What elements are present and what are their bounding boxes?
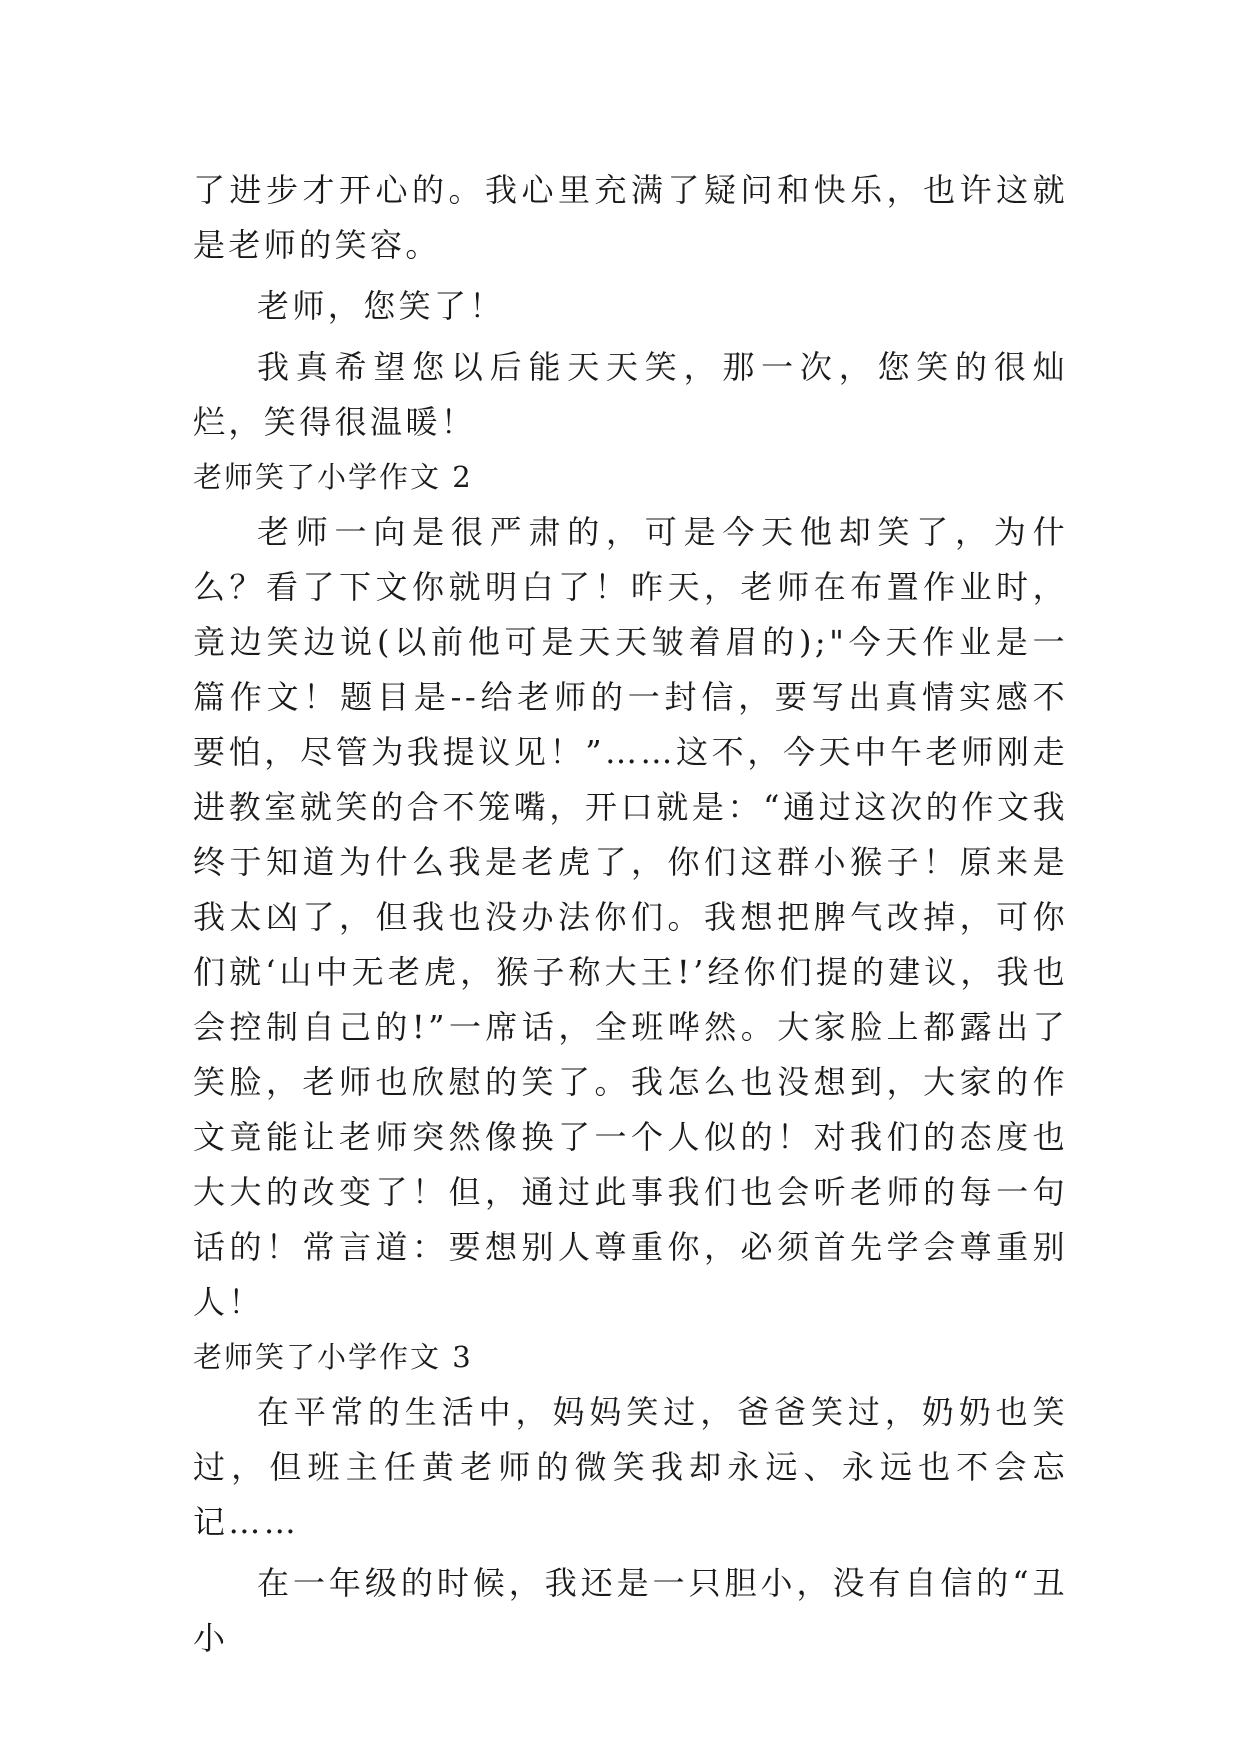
paragraph: 了进步才开心的。我心里充满了疑问和快乐，也许这就是老师的笑容。 <box>193 171 1068 264</box>
paragraph: 老师一向是很严肃的，可是今天他却笑了，为什么？看了下文你就明白了！昨天，老师在布置作业时，竟边笑边说(以前他可是天天皱着眉的);"今天作业是一篇作文！题目是--给老师的一封信，要写出真情实感不要怕，尽管为我提议见！”……这不，今天中午老师刚走进教室就笑的合不笼嘴，开口就是：“通过这次的作文我终于知道为什么我是老虎了，你们这群小猴子！原来是我太凶了，但我也没办法你们。我想把脾气改掉，可你们就‘山中无老虎，猴子称大王!’经你们提的建议，我也会控制自己的!”一席话，全班哗然。大家脸上都露出了笑脸，老师也欣慰的笑了。我怎么也没想到，大家的作文竟能让老师突然像换了一个人似的！对我们的态度也大大的改变了！但，通过此事我们也会听老师的每一句话的！常言道：要想别人尊重你，必须首先学会尊重别人！ <box>193 513 1068 1321</box>
paragraph: 在平常的生活中，妈妈笑过，爸爸笑过，奶奶也笑过，但班主任黄老师的微笑我却永远、永远也不会忘记…… <box>193 1393 1068 1541</box>
paragraph: 我真希望您以后能天天笑，那一次，您笑的很灿烂，笑得很温暖！ <box>193 348 1068 441</box>
document-body <box>193 163 1068 1666</box>
section-heading: 老师笑了小学作文 2 <box>193 460 473 494</box>
paragraph: 在一年级的时候，我还是一只胆小，没有自信的“丑小 <box>193 1564 1068 1657</box>
section-heading: 老师笑了小学作文 3 <box>193 1340 473 1374</box>
paragraph: 老师，您笑了！ <box>257 287 505 325</box>
